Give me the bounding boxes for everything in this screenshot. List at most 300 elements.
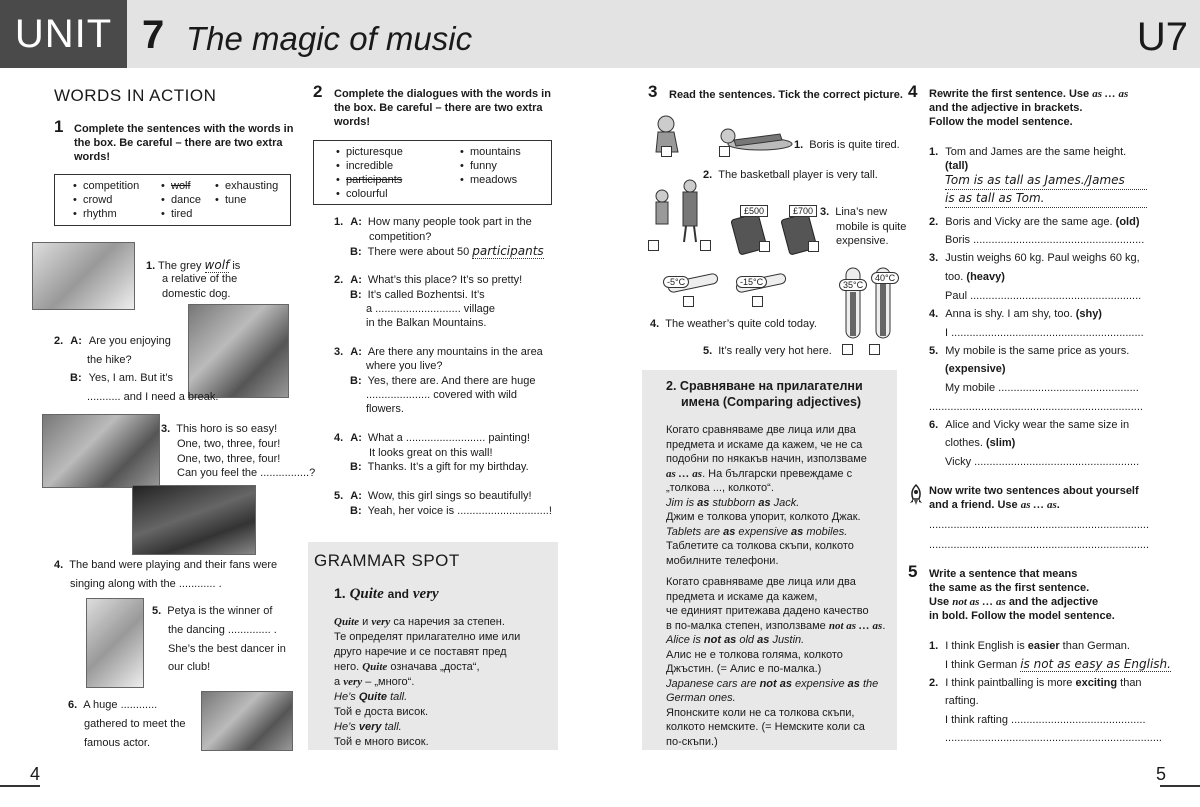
horo-dance-photo xyxy=(42,414,160,488)
ex5-inst-line3 xyxy=(929,595,1159,609)
gs-very-word-2: very xyxy=(343,676,363,688)
tick-box-5a[interactable] xyxy=(842,344,853,355)
ex4-item6-text2: clothes. xyxy=(945,437,983,449)
ex3-s3-line2: mobile is quite xyxy=(836,221,907,233)
ex5-item1-text-a: I think English is xyxy=(945,640,1025,652)
dialogue-2-a-text: What’s this place? It’s so pretty! xyxy=(367,274,523,286)
ex5-inst-line4: in bold. Follow the model sentence. xyxy=(929,610,1115,622)
ex3-sentence-5 xyxy=(703,342,832,360)
ex3-s4-number: 4. xyxy=(650,318,660,330)
dialogue-5-speaker-b: B: xyxy=(350,505,362,517)
gs-quite-word-2: Quite xyxy=(362,661,388,673)
word-dance: • dance xyxy=(161,193,201,207)
dialogue-3-b-line3: flowers. xyxy=(366,403,404,415)
cmp-ex2-c: mobiles. xyxy=(806,525,848,538)
cmp-p2-ex2-notas: not as xyxy=(759,677,792,690)
word-exhausting: • exhausting xyxy=(215,179,278,193)
tick-box-1b[interactable] xyxy=(719,146,730,157)
grammar-spot-body xyxy=(334,615,554,750)
dialogue-2-b-text: It’s called Bozhentsi. It’s xyxy=(367,289,485,301)
dialogue-5-a-text: Wow, this girl sings so beautifully! xyxy=(367,490,532,502)
cmp-ex2-as2: as xyxy=(791,525,804,538)
ex2-word-box-column-2 xyxy=(460,145,521,187)
dialogue-4-speaker-a: A: xyxy=(350,432,362,444)
dialogue-3-a-line2: where you live? xyxy=(366,360,443,372)
ex3-s1-number: 1. xyxy=(794,139,804,151)
page-rule-right xyxy=(1160,785,1200,787)
ex1-item5-line1 xyxy=(152,602,272,620)
cmp-p2-ex2-bg1: Японските коли не са толкова скъпи, xyxy=(666,706,855,719)
word-crowd: • crowd xyxy=(73,193,139,207)
word-box-column-2 xyxy=(161,179,201,221)
cmp-p2-dot: . xyxy=(882,619,886,632)
gs-text-1: са наречия за степен. xyxy=(393,616,505,628)
word-rhythm: • rhythm xyxy=(73,207,139,221)
dialogue-3-a-text: Are there any mountains in the area xyxy=(367,346,543,358)
ex4-item4-adj: (shy) xyxy=(1075,308,1102,320)
ex4-item1-answer-text1: Tom is as tall as James./James xyxy=(945,171,1147,190)
gs-text-4: него. xyxy=(334,661,360,673)
dialogue-4-a xyxy=(334,431,530,446)
ex1-item4-text: The band were playing and their fans were xyxy=(69,559,278,571)
ex4-extra-dots-1: ........................................................................ xyxy=(929,519,1150,531)
exercise-2-instruction: Complete the dialogues with the words in the box. Be careful – there are two extra words! xyxy=(334,88,551,128)
ex1-item3-line2: One, two, three, four! xyxy=(177,438,281,450)
ex1-item4-line2: singing along with the ............ . xyxy=(70,578,222,590)
ex5-item2-dots: ....................................................................... xyxy=(945,732,1162,744)
ex5-item2-text-b: than xyxy=(1120,677,1142,689)
ex1-item3-line4: Can you feel the ................? xyxy=(177,467,316,479)
exercise-5-number: 5 xyxy=(908,562,918,581)
ex4-item6-line1 xyxy=(929,416,1129,434)
ex1-item1-text-end: is xyxy=(232,260,241,272)
ex1-item3-number: 3. xyxy=(161,423,171,435)
gs-example-quite: Quite xyxy=(358,691,387,703)
gs-line-4 xyxy=(334,660,554,675)
exercise-1-word-box xyxy=(54,174,291,226)
word-box-column-1 xyxy=(73,179,139,221)
ex4-instruction-line1 xyxy=(929,87,1159,101)
cmp-p2-line2: предмета и искаме да кажем, xyxy=(666,590,818,603)
ex4-item1-number: 1. xyxy=(929,146,939,158)
cmp-p1-asas: as … as xyxy=(666,467,703,480)
cmp-p2-notasas: not as … as xyxy=(828,619,883,632)
hikers-photo xyxy=(188,304,289,398)
ex1-item2-line4: ........... and I need a break. xyxy=(87,391,219,403)
grammar-spot-sub-number: 1. xyxy=(334,585,346,601)
wolf-photo xyxy=(32,242,135,310)
ex1-item5-line2: the dancing .............. . xyxy=(168,624,277,636)
dialogue-2-a xyxy=(334,273,522,288)
page-rule-left xyxy=(0,785,40,787)
word-wolf: • wolf xyxy=(161,179,201,193)
word-tune: • tune xyxy=(215,193,278,207)
ex1-item2-text: Are you enjoying xyxy=(88,335,171,347)
ex4-item5-line1 xyxy=(929,342,1129,360)
cmp-p2-ex1-c: Justin. xyxy=(772,634,805,646)
ex1-item4-number: 4. xyxy=(54,559,64,571)
tick-box-2a[interactable] xyxy=(648,240,659,251)
cmp-p2-ex1-a: Alice is xyxy=(666,634,701,646)
ex3-s3-text1: Lina’s new xyxy=(835,206,888,218)
tick-box-2b[interactable] xyxy=(700,240,711,251)
grammar-spot-sub-very: very xyxy=(412,586,439,602)
dialogue-4-a-text: What a .......................... painting! xyxy=(367,432,530,444)
dialogue-1-speaker-b: B: xyxy=(350,246,362,258)
gs-line-5 xyxy=(334,675,554,690)
dialogue-1-speaker-a: A: xyxy=(350,216,362,228)
cmp-p2-ex1-bg2: Джъстин. (= Алис е по-малка.) xyxy=(666,663,822,675)
cmp-p2-ex1-b: old xyxy=(739,634,755,646)
page-number-left: 4 xyxy=(30,764,41,784)
cmp-ex1-a: Jim is xyxy=(666,496,695,509)
ex3-s3-number: 3. xyxy=(820,206,830,218)
ex1-item2-line1 xyxy=(54,332,171,350)
ex3-sentence-3 xyxy=(820,205,887,220)
gs-example-1a: He’s xyxy=(334,691,356,703)
ex5-item1-number: 1. xyxy=(929,640,939,652)
gs-text-6: а xyxy=(334,676,341,688)
ex5-item2-bold: exciting xyxy=(1075,677,1118,689)
ex4-item5-start: My mobile .............................................. xyxy=(945,382,1139,394)
ex1-item5-text: Petya is the winner of xyxy=(167,605,273,617)
grammar-spot-sub-quite: Quite xyxy=(349,586,384,602)
gs-example-very: very xyxy=(358,721,382,733)
ex4-item2-line1 xyxy=(929,213,1139,231)
temp-label-4: 40°C xyxy=(871,272,899,284)
cmp-p1-line5: „толкова ..., колкото“. xyxy=(666,482,774,494)
cmp-p2-ex2-line2: German ones. xyxy=(666,692,736,704)
cmp-ex1-b: stubborn xyxy=(712,496,756,509)
exercise-3-number: 3 xyxy=(648,82,658,101)
cmp-p2-use: в по-малка степен, използваме xyxy=(666,619,826,632)
basketball-players-drawing xyxy=(648,178,710,246)
cmp-p1-example1-bg: Джим е толкова упорит, колкото Джак. xyxy=(666,511,861,523)
dialogue-1-a-line2: competition? xyxy=(369,231,432,243)
crowd-photo xyxy=(201,691,293,751)
ex1-item3-line3: One, two, three, four! xyxy=(177,453,281,465)
ex4-extra-dot: . xyxy=(1056,499,1060,511)
dialogue-3-speaker-a: A: xyxy=(350,346,362,358)
cmp-p1-line3: подобни по някакъв начин, използваме xyxy=(666,453,867,465)
cmp-p2-ex1-notas: not as xyxy=(703,634,737,646)
dialogue-3-speaker-b: B: xyxy=(350,375,362,387)
tick-box-5b[interactable] xyxy=(869,344,880,355)
tick-box-3a[interactable] xyxy=(759,241,770,252)
dialogue-3-b-text: Yes, there are. And there are huge xyxy=(367,375,536,387)
dialogue-5-speaker-a: A: xyxy=(350,490,362,502)
cmp-p2-ex2-c: the xyxy=(862,677,879,690)
dialogue-2-number: 2. xyxy=(334,274,344,286)
ex4-inst-text1: Rewrite the first sentence. Use xyxy=(929,88,1090,100)
ex1-item6-text: A huge ............ xyxy=(83,699,158,711)
ex4-item2-text: Boris and Vicky are the same age. xyxy=(945,216,1113,228)
word-competition: • competition xyxy=(73,179,139,193)
dialogue-5-a xyxy=(334,489,532,504)
ex1-item6-line2: gathered to meet the xyxy=(84,718,186,730)
ex4-item2-adj: (old) xyxy=(1115,216,1140,228)
ex4-item6-adj: (slim) xyxy=(985,437,1016,449)
ex5-item1-answer-line xyxy=(945,655,1171,674)
ex1-item6-line3: famous actor. xyxy=(84,737,151,749)
dialogue-4-speaker-b: B: xyxy=(350,461,362,473)
ex1-item1-number: 1. xyxy=(146,260,156,272)
exercise-2-number: 2 xyxy=(313,82,323,101)
ex3-s5-text: It’s really very hot here. xyxy=(718,345,832,357)
dialogue-1-a xyxy=(334,215,532,230)
gs-example-2a: He’s xyxy=(334,721,356,733)
dialogue-2-b-line2: a ............................ village xyxy=(366,303,495,315)
cmp-p2-line1: Когато сравняваме две лица или два xyxy=(666,576,856,588)
words-in-action-heading: WORDS IN ACTION xyxy=(54,86,217,105)
ex5-inst-adj: and the adjective xyxy=(1008,596,1099,608)
ex4-item3-adj: (heavy) xyxy=(966,271,1005,283)
ex4-item5-text: My mobile is the same price as yours. xyxy=(945,345,1130,357)
exercise-1-number: 1 xyxy=(54,117,64,136)
ex4-item3-text: Justin weighs 60 kg. Paul weighs 60 kg, xyxy=(945,252,1140,264)
cmp-ex2-b: expensive xyxy=(738,525,788,538)
gs-very-word: very xyxy=(371,616,391,628)
rocket-icon xyxy=(907,484,925,506)
gs-line-8 xyxy=(334,720,554,735)
ex4-item2-start: Boris ........................................................ xyxy=(945,234,1145,246)
ex1-item6-line1 xyxy=(68,696,157,714)
trophy-girl-photo xyxy=(86,598,144,688)
dialogue-4-b-text: Thanks. It’s a gift for my birthday. xyxy=(367,461,529,473)
ex4-item5-number: 5. xyxy=(929,345,939,357)
ex1-item5-number: 5. xyxy=(152,605,162,617)
ex5-item2-line2: rafting. xyxy=(945,695,979,707)
gs-text-7: – „много“. xyxy=(365,676,415,688)
gs-quite-word: Quite xyxy=(334,616,360,628)
exercise-4-number: 4 xyxy=(908,82,918,101)
ex5-item2-text-a: I think paintballing is more xyxy=(945,677,1073,689)
ex5-item1-bold: easier xyxy=(1027,640,1060,652)
unit-label: UNIT xyxy=(0,0,127,68)
ex3-sentence-4 xyxy=(650,315,817,333)
temp-label-2: -15°C xyxy=(736,276,767,288)
word-funny: • funny xyxy=(460,159,521,173)
ex1-item4-line1 xyxy=(54,556,277,574)
dialogue-5-b xyxy=(350,504,552,519)
ex2-word-box-column-1 xyxy=(336,145,403,201)
ex3-s2-number: 2. xyxy=(703,169,713,181)
exercise-1-instruction: Complete the sentences with the words in the box. Be careful – there are two extra words! xyxy=(74,123,294,163)
ex4-item1-text: Tom and James are the same height. xyxy=(945,146,1127,158)
cmp-p2-example2 xyxy=(666,677,894,692)
comparing-title-text1: Сравняване на прилагателни xyxy=(679,379,863,393)
dialogue-2-b-line3: in the Balkan Mountains. xyxy=(366,317,487,329)
ex3-sentence-2 xyxy=(703,166,878,184)
grammar-spot-sub-and: and xyxy=(387,587,409,601)
unit-code: U7 xyxy=(1136,15,1188,59)
ex4-item5-dots: ...................................................................... xyxy=(929,401,1143,413)
ex4-item4-text: Anna is shy. I am shy, too. xyxy=(945,308,1073,320)
ex1-item2-number: 2. xyxy=(54,335,64,347)
ex1-item3-text: This horo is so easy! xyxy=(176,423,278,435)
ex1-item1-line3: domestic dog. xyxy=(162,288,231,300)
ex1-item2-speaker-a: A: xyxy=(70,335,82,347)
cold-thermometers-drawing xyxy=(648,268,788,308)
ex5-item1-text-b: than German. xyxy=(1062,640,1130,652)
dialogue-3-a xyxy=(334,345,543,360)
gs-line-7: Той е доста висок. xyxy=(334,706,429,718)
cmp-p1-example2 xyxy=(666,525,894,540)
ex4-inst-asas: as … as xyxy=(1092,88,1129,100)
cmp-p2-ex1-as: as xyxy=(757,634,770,646)
dialogue-3-number: 3. xyxy=(334,346,344,358)
page-number-right: 5 xyxy=(1156,764,1167,784)
ex5-item1-answer: is not as easy as English. xyxy=(1020,657,1171,671)
ex5-item2-start: I think rafting ............................................ xyxy=(945,714,1146,726)
cmp-p2-ex2-bg3: по-скъпи.) xyxy=(666,735,718,748)
ex4-extra-text-a: and a friend. Use xyxy=(929,499,1018,511)
comparing-title-line1 xyxy=(666,378,892,394)
cmp-p1-translate: . На български превеждаме с xyxy=(702,467,853,480)
comparing-paragraph-1 xyxy=(666,423,894,568)
word-meadows: • meadows xyxy=(460,173,521,187)
dialogue-4-number: 4. xyxy=(334,432,344,444)
concert-photo xyxy=(132,485,256,555)
ex5-item2-number: 2. xyxy=(929,677,939,689)
word-picturesque: • picturesque xyxy=(336,145,403,159)
ex1-item6-number: 6. xyxy=(68,699,78,711)
word-mountains: • mountains xyxy=(460,145,521,159)
cmp-p2-ex2-b: expensive xyxy=(795,677,845,690)
temp-label-3: 35°C xyxy=(839,279,867,291)
dialogue-1-a-text: How many people took part in the xyxy=(367,216,532,228)
cmp-p1-example2-bg1: Таблетите са толкова скъпи, колкото xyxy=(666,540,854,552)
ex4-extra-instruction xyxy=(929,484,1159,512)
ex1-item5-line4: our club! xyxy=(168,661,211,673)
dialogue-4-b xyxy=(350,460,529,475)
word-tired: • tired xyxy=(161,207,201,221)
unit-title: The magic of music xyxy=(186,20,473,57)
comparing-title-number: 2. xyxy=(666,379,677,393)
ex4-item4-line1 xyxy=(929,305,1102,323)
dialogue-5-b-text: Yeah, her voice is ..............................! xyxy=(367,505,552,517)
ex4-item6-text: Alice and Vicky wear the same size in xyxy=(945,419,1130,431)
gs-line-2: Те определят прилагателно име или xyxy=(334,631,521,643)
ex4-item2-number: 2. xyxy=(929,216,939,228)
tick-box-4a[interactable] xyxy=(683,296,694,307)
ex4-extra-line2 xyxy=(929,498,1159,512)
cmp-ex1-as2: as xyxy=(758,496,771,509)
dialogue-5-number: 5. xyxy=(334,490,344,502)
cmp-p1-example2-bg2: мобилните телефони. xyxy=(666,554,779,567)
dialogue-4-a-line2: It looks great on this wall! xyxy=(369,447,493,459)
ex5-inst-line1: Write a sentence that means xyxy=(929,568,1078,580)
cmp-p2-ex2-as: as xyxy=(847,677,860,690)
cmp-ex2-a: Tablets are xyxy=(666,525,721,538)
ex1-item1-line2: a relative of the xyxy=(162,273,238,285)
ex4-item1-answer2 xyxy=(945,189,1147,208)
ex5-item2-line1 xyxy=(929,674,1142,692)
gs-line-1 xyxy=(334,615,554,630)
gs-example-1b: tall. xyxy=(390,691,408,703)
dialogue-1-b-text: There were about 50 xyxy=(367,246,470,258)
cmp-p1-line2: предмета и искаме да кажем, че не са xyxy=(666,438,863,451)
tick-box-4b[interactable] xyxy=(752,296,763,307)
dialogue-3-b xyxy=(350,374,535,389)
gs-line-3: друго наречие и се поставят пред xyxy=(334,646,507,658)
ex5-inst-notasas: not as … as xyxy=(952,596,1006,608)
cmp-p2-ex2-a: Japanese cars are xyxy=(666,677,757,690)
exercise-3-instruction: Read the sentences. Tick the correct picture. xyxy=(669,89,903,101)
gs-text-5: означава „доста“, xyxy=(390,661,480,673)
cmp-ex2-as1: as xyxy=(723,525,736,538)
ex4-item5-adj: (expensive) xyxy=(945,363,1006,375)
comparing-title-line2: имена (Comparing adjectives) xyxy=(681,395,862,409)
dialogue-2-speaker-b: B: xyxy=(350,289,362,301)
cmp-ex1-as1: as xyxy=(697,496,710,509)
ex3-s5-number: 5. xyxy=(703,345,713,357)
ex5-inst-use: Use xyxy=(929,596,950,608)
ex4-extra-asas: as … as xyxy=(1020,499,1057,511)
dialogue-2-b xyxy=(350,288,485,303)
ex4-item3-line1 xyxy=(929,249,1140,267)
cmp-p1-line1: Когато сравняваме две лица или два xyxy=(666,424,856,436)
ex5-item1-start: I think German xyxy=(945,659,1018,671)
cmp-p2-line4 xyxy=(666,619,894,634)
dialogue-1-b xyxy=(350,244,544,260)
ex1-item2-line2: the hike? xyxy=(87,354,132,366)
ex1-item2-reply: Yes, I am. But it’s xyxy=(88,372,174,384)
ex5-item1-line1 xyxy=(929,637,1130,655)
comparing-paragraph-2 xyxy=(666,575,894,749)
dialogue-1-answer: participants xyxy=(472,244,544,258)
ex4-item6-line2 xyxy=(945,434,1015,452)
unit-banner xyxy=(0,0,1200,68)
dialogue-2-speaker-a: A: xyxy=(350,274,362,286)
ex3-s3-line3: expensive. xyxy=(836,235,889,247)
ex1-item2-speaker-b: B: xyxy=(70,372,82,384)
ex4-extra-dots-2: ........................................................................ xyxy=(929,539,1150,551)
gs-and: и xyxy=(362,616,369,628)
dialogue-3-b-line2: ..................... covered with wild xyxy=(366,389,517,401)
ex4-item6-number: 6. xyxy=(929,419,939,431)
dialogue-1-number: 1. xyxy=(334,216,344,228)
price-tag-2: £700 xyxy=(789,205,817,217)
ex1-item3-line1 xyxy=(161,422,277,437)
gs-line-6 xyxy=(334,690,554,705)
price-tag-1: £500 xyxy=(740,205,768,217)
exercise-2-word-box xyxy=(313,140,552,205)
ex4-item4-start: I ............................................................... xyxy=(945,327,1144,339)
comparing-title xyxy=(666,378,892,410)
cmp-p2-ex2-bg2: колкото немските. (= Немските коли са xyxy=(666,721,865,733)
tick-box-1a[interactable] xyxy=(661,146,672,157)
tick-box-3b[interactable] xyxy=(808,241,819,252)
ex4-item6-start: Vicky ...................................................... xyxy=(945,456,1140,468)
ex1-item5-line3: She’s the best dancer in xyxy=(168,643,286,655)
temp-label-1: -5°C xyxy=(663,276,689,288)
ex3-s2-text: The basketball player is very tall. xyxy=(718,169,878,181)
ex4-item4-number: 4. xyxy=(929,308,939,320)
ex1-item2-line3 xyxy=(70,369,173,387)
cmp-p1-line4 xyxy=(666,467,894,482)
word-box-column-3 xyxy=(215,179,278,207)
gs-line-9: Той е много висок. xyxy=(334,736,429,748)
ex3-s4-text: The weather’s quite cold today. xyxy=(665,318,817,330)
cmp-p1-example1 xyxy=(666,496,894,511)
cmp-ex1-c: Jack. xyxy=(773,496,800,509)
ex1-item1-answer: wolf xyxy=(204,258,230,272)
ex3-sentence-1 xyxy=(794,136,900,154)
cmp-p2-example1 xyxy=(666,633,894,648)
exercise-5-instruction xyxy=(929,567,1159,623)
ex1-item1-text: The grey xyxy=(158,260,202,272)
